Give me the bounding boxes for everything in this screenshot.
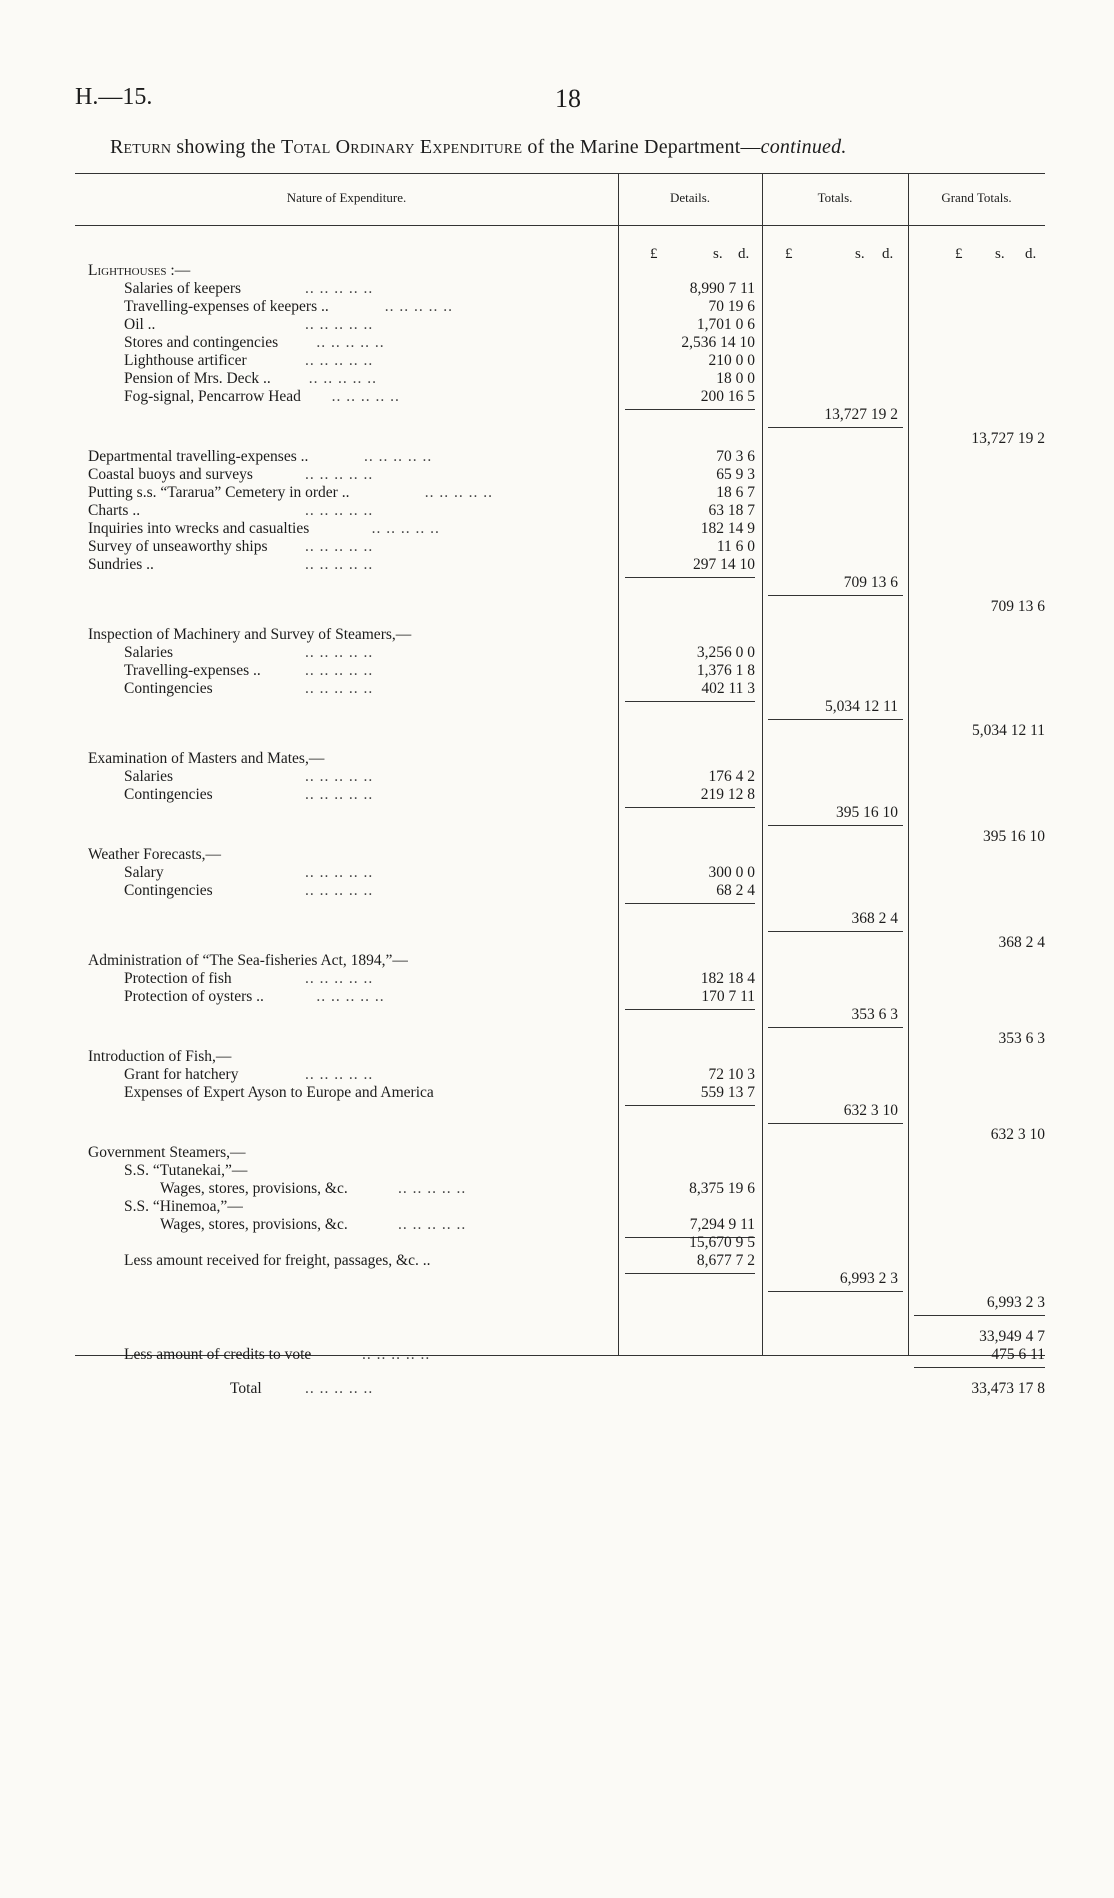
table-row: [0, 828, 1114, 846]
leader-dots: .. .. .. .. ..: [305, 316, 374, 333]
row-label: Wages, stores, provisions, &c.: [160, 1180, 348, 1197]
row-label: Protection of oysters ..: [124, 988, 264, 1005]
leader-dots: .. .. .. .. ..: [424, 484, 494, 501]
leader-dots: .. .. .. .. ..: [305, 662, 374, 679]
details-pence-unit: d.: [738, 246, 750, 262]
title-continued: continued.: [760, 136, 847, 158]
table-row: [0, 1294, 1114, 1312]
leader-dots: .. .. .. .. ..: [305, 680, 374, 697]
leader-dots: .. .. .. .. ..: [305, 556, 374, 573]
table-row: [0, 1216, 1114, 1234]
table-row: [0, 988, 1114, 1006]
leader-dots: .. .. .. .. ..: [305, 864, 374, 881]
details-amount: 72 10 3: [708, 1066, 755, 1083]
table-row: [0, 662, 1114, 680]
row-label: Travelling-expenses ..: [124, 662, 261, 679]
row-label: Contingencies: [124, 786, 213, 803]
details-amount: 559 13 7: [700, 1084, 755, 1101]
details-amount: 70 3 6: [716, 448, 755, 465]
details-amount: 15,670 9 5: [689, 1234, 755, 1251]
table-row: [0, 1162, 1114, 1180]
leader-dots: .. .. .. .. ..: [305, 768, 374, 785]
table-row: [0, 722, 1114, 740]
table-row: [0, 1144, 1114, 1162]
details-amount: 65 9 3: [716, 466, 755, 483]
details-amount: 2,536 14 10: [681, 334, 755, 351]
sum-rule: [768, 595, 903, 596]
details-amount: 8,990 7 11: [689, 280, 755, 297]
details-amount: 182 14 9: [700, 520, 755, 537]
details-amount: 3,256 0 0: [696, 644, 755, 661]
details-amount: 297 14 10: [693, 556, 755, 573]
leader-dots: .. .. .. .. ..: [305, 352, 374, 369]
details-amount: 8,375 19 6: [689, 1180, 755, 1197]
table-row: [0, 1030, 1114, 1048]
sum-rule: [768, 1291, 903, 1292]
grand-total-amount: 13,727 19 2: [971, 430, 1045, 447]
row-label: Pension of Mrs. Deck ..: [124, 370, 271, 387]
table-row: [0, 1346, 1114, 1364]
table-top-rule: [75, 173, 1045, 174]
sum-rule: [914, 1367, 1045, 1368]
row-label: Examination of Masters and Mates,—: [88, 750, 325, 767]
row-label: S.S. “Hinemoa,”—: [124, 1198, 243, 1215]
row-label: Charts ..: [88, 502, 141, 519]
details-amount: 70 19 6: [708, 298, 755, 315]
leader-dots: .. .. .. .. ..: [316, 988, 385, 1005]
sum-rule: [768, 1027, 903, 1028]
totals-pence-unit: d.: [882, 246, 894, 262]
totals-pound-unit: £: [785, 246, 793, 262]
grand-total-amount: 353 6 3: [998, 1030, 1045, 1047]
row-label: S.S. “Tutanekai,”—: [124, 1162, 248, 1179]
leader-dots: .. .. .. .. ..: [305, 466, 374, 483]
totals-amount: 368 2 4: [851, 910, 898, 927]
leader-dots: .. .. .. .. ..: [305, 970, 374, 987]
row-label: Contingencies: [124, 680, 213, 697]
row-label: Stores and contingencies: [124, 334, 279, 351]
leader-dots: .. .. .. .. ..: [305, 538, 374, 555]
grand-total-amount: 475 6 11: [991, 1346, 1045, 1363]
row-label: Oil ..: [124, 316, 156, 333]
leader-dots: .. .. .. .. ..: [398, 1216, 467, 1233]
totals-amount: 395 16 10: [836, 804, 898, 821]
table-row: [0, 466, 1114, 484]
table-row: [0, 574, 1114, 592]
header-bottom-rule: [75, 225, 1045, 226]
details-amount: 1,376 1 8: [696, 662, 755, 679]
totals-amount: 353 6 3: [851, 1006, 898, 1023]
table-row: [0, 846, 1114, 864]
table-row: [0, 262, 1114, 280]
details-amount: 11 6 0: [716, 538, 755, 555]
row-label: Survey of unseaworthy ships: [88, 538, 268, 555]
details-amount: 63 18 7: [708, 502, 755, 519]
grand-total-amount: 709 13 6: [990, 598, 1045, 615]
details-amount: 18 0 0: [716, 370, 755, 387]
row-label: Contingencies: [124, 882, 213, 899]
details-amount: 300 0 0: [708, 864, 755, 881]
row-label: Salaries: [124, 768, 174, 785]
column-header-totals: Totals.: [817, 190, 853, 205]
table-row: [0, 352, 1114, 370]
sum-rule: [768, 825, 903, 826]
row-label: Sundries ..: [88, 556, 154, 573]
table-row: [0, 334, 1114, 352]
details-amount: 210 0 0: [708, 352, 755, 369]
sum-rule: [768, 427, 903, 428]
row-label: Lighthouse artificer: [124, 352, 247, 369]
table-row: [0, 1084, 1114, 1102]
table-row: [0, 1048, 1114, 1066]
title-rest: of the Marine Department—: [522, 136, 761, 158]
details-amount: 1,701 0 6: [696, 316, 755, 333]
title-caps: Total Ordinary Expenditure: [281, 136, 523, 158]
leader-dots: .. .. .. .. ..: [308, 370, 378, 387]
leader-dots: .. .. .. .. ..: [305, 1066, 374, 1083]
table-row: [0, 698, 1114, 716]
details-amount: 18 6 7: [716, 484, 755, 501]
leader-dots: .. .. .. .. ..: [305, 644, 374, 661]
row-label: Inquiries into wrecks and casualties: [88, 520, 310, 537]
table-row: [0, 298, 1114, 316]
table-row: [0, 520, 1114, 538]
title-showing: showing the: [171, 136, 282, 158]
grand-total-amount: 368 2 4: [998, 934, 1045, 951]
leader-dots: .. .. .. .. ..: [331, 388, 400, 405]
report-reference: H.—15.: [75, 84, 153, 110]
column-header-details: Details.: [669, 190, 711, 205]
grand-total-amount: 33,473 17 8: [971, 1380, 1045, 1397]
details-amount: 200 16 5: [700, 388, 755, 405]
sum-rule: [914, 1315, 1045, 1316]
table-row: [0, 804, 1114, 822]
sum-rule: [625, 903, 755, 904]
table-row: [0, 882, 1114, 900]
sum-rule: [768, 1123, 903, 1124]
page-number: 18: [555, 84, 581, 113]
leader-dots: .. .. .. .. ..: [305, 882, 374, 899]
table-row: [0, 430, 1114, 448]
table-row: [0, 864, 1114, 882]
row-label: Administration of “The Sea-fisheries Act, 1894,”—: [88, 952, 408, 969]
table-row: [0, 556, 1114, 574]
leader-dots: .. .. .. .. ..: [384, 298, 454, 315]
row-label: Lighthouses :—: [88, 262, 191, 279]
totals-amount: 13,727 19 2: [824, 406, 898, 423]
table-row: [0, 644, 1114, 662]
table-row: [0, 502, 1114, 520]
table-row: [0, 768, 1114, 786]
row-label: Departmental travelling-expenses ..: [88, 448, 309, 465]
table-row: [0, 484, 1114, 502]
row-label: Inspection of Machinery and Survey of Steamers,—: [88, 626, 412, 643]
row-label: Less amount of credits to vote: [124, 1346, 312, 1363]
row-label: Weather Forecasts,—: [88, 846, 222, 863]
row-label: Total: [230, 1380, 262, 1397]
details-amount: 176 4 2: [708, 768, 755, 785]
row-label: Salary: [124, 864, 164, 881]
details-amount: 170 7 11: [701, 988, 755, 1005]
table-row: [0, 280, 1114, 298]
leader-dots: .. .. .. .. ..: [305, 502, 374, 519]
grand-total-amount: 5,034 12 11: [971, 722, 1045, 739]
leader-dots: .. .. .. .. ..: [305, 786, 374, 803]
page-title: [110, 136, 847, 159]
table-row: [0, 952, 1114, 970]
row-label: Travelling-expenses of keepers ..: [124, 298, 329, 315]
table-row: [0, 1252, 1114, 1270]
table-row: [0, 316, 1114, 334]
sum-rule: [768, 931, 903, 932]
row-label: Less amount received for freight, passages, &c. ..: [124, 1252, 431, 1269]
leader-dots: .. .. .. .. ..: [305, 280, 374, 297]
leader-dots: .. .. .. .. ..: [398, 1180, 467, 1197]
leader-dots: .. .. .. .. ..: [362, 1346, 431, 1363]
row-label: Grant for hatchery: [124, 1066, 239, 1083]
grand-total-amount: 6,993 2 3: [986, 1294, 1045, 1311]
grand-pence-unit: d.: [1025, 246, 1037, 262]
details-amount: 7,294 9 11: [689, 1216, 755, 1233]
table-row: [0, 1180, 1114, 1198]
details-amount: 402 11 3: [701, 680, 755, 697]
table-row: [0, 680, 1114, 698]
details-shilling-unit: s.: [713, 246, 723, 262]
totals-amount: 709 13 6: [843, 574, 898, 591]
totals-amount: 632 3 10: [843, 1102, 898, 1119]
leader-dots: .. .. .. .. ..: [364, 448, 433, 465]
table-row: [0, 910, 1114, 928]
table-row: [0, 538, 1114, 556]
row-label: Wages, stores, provisions, &c.: [160, 1216, 348, 1233]
row-label: Protection of fish: [124, 970, 232, 987]
details-amount: 8,677 7 2: [696, 1252, 755, 1269]
row-label: Salaries: [124, 644, 174, 661]
grand-shilling-unit: s.: [995, 246, 1005, 262]
grand-total-amount: 395 16 10: [983, 828, 1045, 845]
table-row: [0, 1328, 1114, 1346]
row-label: Introduction of Fish,—: [88, 1048, 232, 1065]
totals-amount: 6,993 2 3: [839, 1270, 898, 1287]
table-row: [0, 1234, 1114, 1252]
grand-pound-unit: £: [955, 246, 963, 262]
row-label: Fog-signal, Pencarrow Head: [124, 388, 301, 405]
table-row: [0, 1270, 1114, 1288]
table-row: [0, 1066, 1114, 1084]
row-label: Expenses of Expert Ayson to Europe and America: [124, 1084, 434, 1101]
table-row: [0, 786, 1114, 804]
table-row: [0, 370, 1114, 388]
title-return: Return: [110, 136, 172, 158]
column-header-grand-totals: Grand Totals.: [941, 190, 1012, 205]
details-amount: 182 18 4: [700, 970, 755, 987]
table-row: [0, 388, 1114, 406]
details-amount: 219 12 8: [700, 786, 755, 803]
row-label: Putting s.s. “Tararua” Cemetery in order ..: [88, 484, 350, 501]
leader-dots: .. .. .. .. ..: [371, 520, 440, 537]
row-label: Salaries of keepers: [124, 280, 242, 297]
leader-dots: .. .. .. .. ..: [316, 334, 385, 351]
column-header-nature: Nature of Expenditure.: [286, 190, 407, 205]
table-row: [0, 1126, 1114, 1144]
table-row: [0, 448, 1114, 466]
table-row: [0, 1006, 1114, 1024]
sum-rule: [768, 719, 903, 720]
totals-amount: 5,034 12 11: [824, 698, 898, 715]
leader-dots: .. .. .. .. ..: [305, 1380, 374, 1397]
table-row: [0, 1198, 1114, 1216]
row-label: Government Steamers,—: [88, 1144, 246, 1161]
table-row: [0, 626, 1114, 644]
row-label: Coastal buoys and surveys: [88, 466, 253, 483]
details-amount: 68 2 4: [716, 882, 755, 899]
grand-total-amount: 33,949 4 7: [979, 1328, 1045, 1345]
table-row: [0, 1102, 1114, 1120]
table-row: [0, 406, 1114, 424]
table-row: [0, 1380, 1114, 1398]
totals-shilling-unit: s.: [855, 246, 865, 262]
table-row: [0, 598, 1114, 616]
table-row: [0, 750, 1114, 768]
details-pound-unit: £: [650, 246, 658, 262]
table-row: [0, 934, 1114, 952]
grand-total-amount: 632 3 10: [990, 1126, 1045, 1143]
table-row: [0, 970, 1114, 988]
